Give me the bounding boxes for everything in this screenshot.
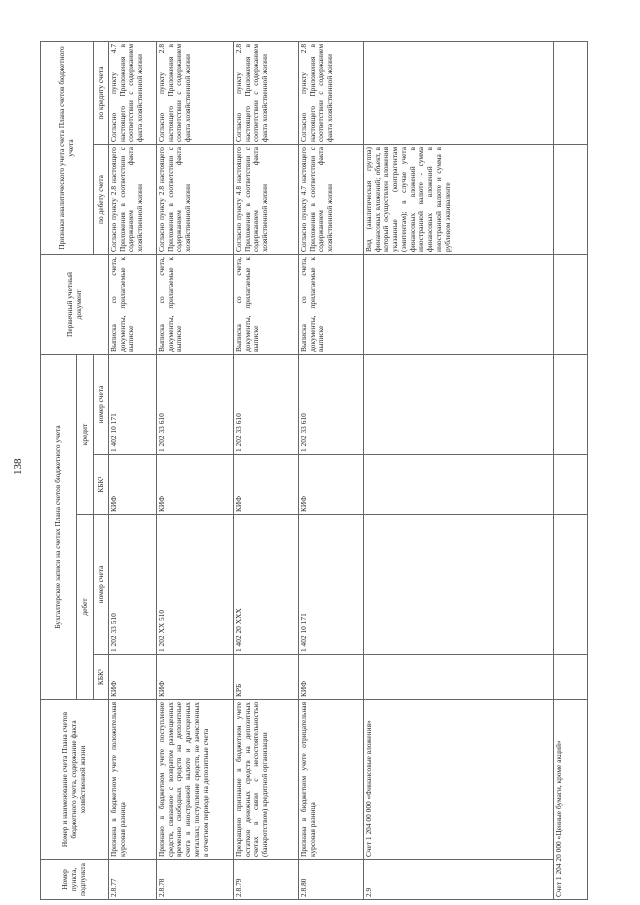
row-name: Признано в бюджетном учете поступление средств, связанное с возвратом размещенных временно свободных средств на депозитные счета в иностранной валюте и драгоценных металлах; поступление средств, не зачисленных в отчетном периоде на депозитные счета [157, 700, 234, 860]
row-debit-account: 1 402 10 171 [299, 515, 364, 655]
header-debit: дебет [77, 515, 94, 700]
row-analytic-debit: Согласно пункту 4.8 настоящего Приложения в соответствии с содержанием факта хозяйственной жизни [234, 144, 299, 254]
row-debit-account: 1 202 33 510 [109, 515, 157, 655]
row-debit-account [364, 515, 554, 655]
row-analytic-debit: Согласно пункту 2.8 настоящего Приложения в соответствии с содержанием факта хозяйственной жизни [109, 144, 157, 254]
row-name: Прекращено признание в бюджетном учете остатков денежных средств на депозитных счетах в связи с несостоятельностью (банкротством) кредитной организации [234, 700, 299, 860]
row-analytic-debit: Согласно пункту 2.8 настоящего Приложения в соответствии с содержанием факта хозяйственной жизни [157, 144, 234, 254]
header-entries: Бухгалтерские записи на счетах Плана счетов бюджетного учета [41, 354, 77, 699]
row-analytic-credit: Согласно пункту 2.8 настоящего Приложения в соответствии с содержанием факта хозяйственной жизни [299, 41, 364, 144]
header-name: Номер и наименование счета Плана счетов бюджетного учета, содержание факта хозяйственной жизни [41, 700, 109, 860]
empty-cell [554, 515, 588, 655]
row-name: Признана в бюджетном учете отрицательная курсовая разница [299, 700, 364, 860]
row-analytic-debit: Согласно пункту 4.7 настоящего Приложения в соответствии с содержанием факта хозяйственной жизни [299, 144, 364, 254]
table-row [364, 41, 554, 899]
empty-cell [554, 144, 588, 254]
empty-cell [554, 455, 588, 515]
row-document: Выписка со счета, документы, прилагаемые к выписке [234, 254, 299, 354]
row-number: 2.8.80 [299, 860, 364, 900]
table-row [299, 41, 364, 899]
empty-cell [554, 41, 588, 144]
row-document: Выписка со счета, документы, прилагаемые к выписке [299, 254, 364, 354]
header-analytics-credit: по кредиту счета [94, 41, 109, 144]
row-analytic-debit: Вид (аналитическая группа) финансовых вложений; объект, в который осуществлен вложения указанные (контрагентам (эмитентам); в случае учета финансовых вложений в иностранной валюте - сумма финансовых вложений в иностранной валюте и сумма в рублевом эквиваленте [364, 144, 554, 254]
row-document: Выписка со счета, документы, прилагаемые к выписке [109, 254, 157, 354]
table-row [554, 41, 588, 899]
row-kbk-credit: КИФ [109, 455, 157, 515]
row-analytic-credit: Согласно пункту 4.7 настоящего Приложения в соответствии с содержанием факта хозяйственной жизни [109, 41, 157, 144]
table-row [234, 41, 299, 899]
header-kbk-debit: КБК¹ [94, 655, 109, 700]
subsection-title: Счет 1 204 20 000 «Ценные бумаги, кроме акций» [554, 700, 588, 900]
header-document: Первичный учетный документ [41, 254, 109, 354]
row-credit-account [364, 354, 554, 454]
row-kbk-credit: КИФ [157, 455, 234, 515]
page-number: 138 [12, 458, 24, 475]
row-credit-account: 1 202 33 610 [299, 354, 364, 454]
row-debit-account: 1 402 20 XXX [234, 515, 299, 655]
empty-cell [554, 655, 588, 700]
row-document: Выписка со счета, документы, прилагаемые к выписке [157, 254, 234, 354]
header-debit-account: номер счета [94, 515, 109, 655]
header-credit: кредит [77, 354, 94, 514]
row-kbk-debit: КИФ [157, 655, 234, 700]
row-number: 2.9 [364, 860, 554, 900]
header-analytics: Признаки аналитического учета счета Плана счетов бюджетного учета [41, 41, 94, 254]
table-row [109, 41, 157, 899]
row-analytic-credit: Согласно пункту 2.8 настоящего Приложения в соответствии с содержанием факта хозяйственной жизни [157, 41, 234, 144]
row-kbk-debit: КИФ [109, 655, 157, 700]
empty-cell [554, 354, 588, 454]
empty-cell [554, 254, 588, 354]
row-kbk-debit [364, 655, 554, 700]
header-number: Номер пункта, подпункта [41, 860, 109, 900]
row-kbk-credit: КИФ [234, 455, 299, 515]
row-analytic-credit [364, 41, 554, 144]
row-kbk-debit: КИФ [299, 655, 364, 700]
accounting-table [40, 41, 588, 900]
row-number: 2.8.79 [234, 860, 299, 900]
row-kbk-debit: КРБ [234, 655, 299, 700]
row-number: 2.8.77 [109, 860, 157, 900]
row-name: Счет 1 204 00 000 «Финансовые вложения» [364, 700, 554, 860]
row-credit-account: 1 202 33 610 [234, 354, 299, 454]
row-number: 2.8.78 [157, 860, 234, 900]
row-credit-account: 1 202 33 610 [157, 354, 234, 454]
row-analytic-credit: Согласно пункту 2.8 настоящего Приложения в соответствии с содержанием факта хозяйственной жизни [234, 41, 299, 144]
header-credit-account: номер счета [94, 354, 109, 454]
row-kbk-credit [364, 455, 554, 515]
row-kbk-credit: КИФ [299, 455, 364, 515]
header-analytics-debit: по дебету счета [94, 144, 109, 254]
table-row [157, 41, 234, 899]
row-credit-account: 1 402 10 171 [109, 354, 157, 454]
header-kbk-credit: КБК¹ [94, 455, 109, 515]
row-document [364, 254, 554, 354]
row-name: Признана в бюджетном учете положительная курсовая разница [109, 700, 157, 860]
row-debit-account: 1 202 XX 510 [157, 515, 234, 655]
